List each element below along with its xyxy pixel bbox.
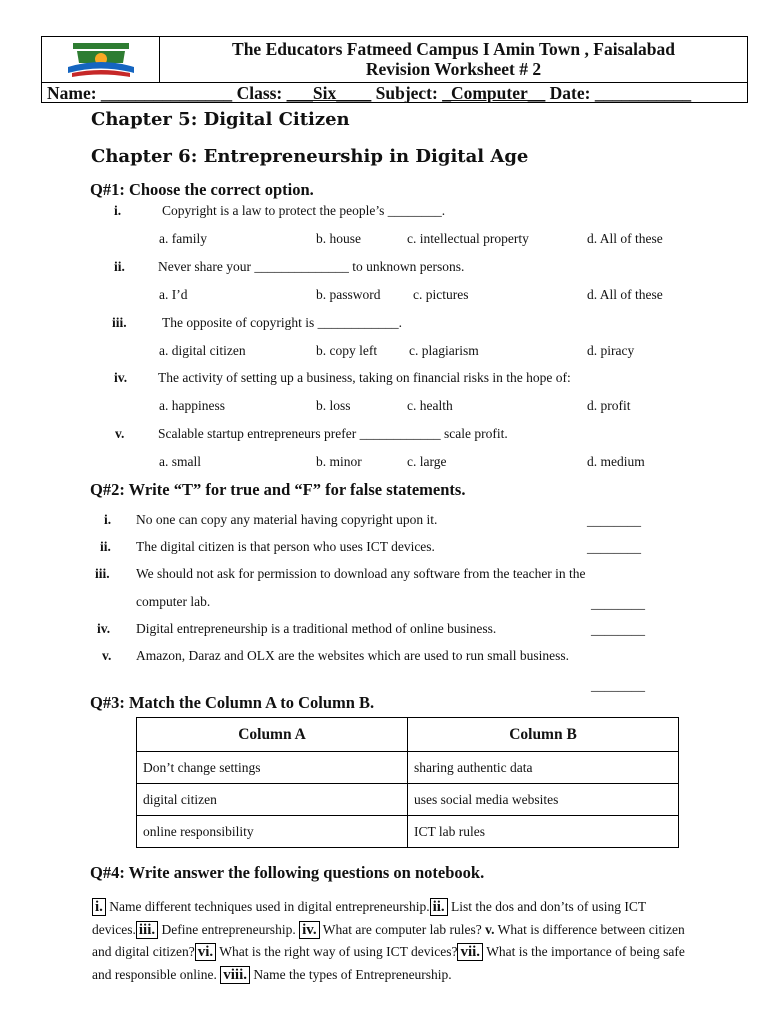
column-a-header: Column A (137, 718, 408, 752)
q1-question: The activity of setting up a business, taking on financial risks in the hope of: (158, 370, 571, 385)
answer-blank[interactable]: ________ (591, 678, 645, 693)
table-row (137, 816, 679, 848)
option-d[interactable]: d. medium (587, 454, 645, 469)
match-table (136, 717, 679, 848)
q1-num: ii. (114, 259, 125, 274)
q2-statement: Amazon, Daraz and OLX are the websites which are used to run small business. (136, 648, 569, 663)
q2-num: i. (104, 512, 112, 527)
name-field[interactable]: Name: _______________ (47, 83, 233, 103)
q1-question: Scalable startup entrepreneurs prefer ____________ scale profit. (158, 426, 508, 441)
q4-question: What is the right way of using ICT devices? (216, 944, 458, 959)
answer-blank[interactable]: ________ (591, 622, 645, 637)
q4-num-box: iv. (299, 921, 320, 939)
q3-heading: Q#3: Match the Column A to Column B. (90, 693, 375, 712)
option-c[interactable]: c. large (407, 454, 447, 469)
q4-num-box: vi. (195, 943, 216, 961)
column-b-cell: uses social media websites (408, 784, 679, 816)
table-row (137, 784, 679, 816)
q1-question: The opposite of copyright is ____________. (162, 315, 402, 330)
q2-num: v. (102, 648, 112, 663)
subject-label: Subject: (371, 83, 443, 103)
q4-num: v. (485, 921, 495, 937)
option-a[interactable]: a. digital citizen (159, 343, 246, 358)
q4-question: What is the importance of being safe and responsible online. (92, 944, 685, 982)
q1-question: Copyright is a law to protect the people’s ________. (162, 203, 446, 218)
q2-num: ii. (100, 539, 111, 554)
q4-question: Define entrepreneurship. (158, 921, 300, 937)
q4-question: Name different techniques used in digital entrepreneurship. (105, 899, 430, 914)
answer-blank[interactable]: ________ (591, 596, 645, 611)
chapter-5-title: Chapter 5: Digital Citizen (91, 109, 350, 130)
q4-question: What is difference between citizen and digital citizen? (92, 921, 685, 959)
q4-question: Name the types of Entrepreneurship. (250, 966, 452, 982)
option-b[interactable]: b. copy left (316, 343, 378, 358)
option-c[interactable]: c. intellectual property (407, 231, 529, 246)
q4-question: What are computer lab rules? (319, 921, 486, 937)
column-b-header: Column B (408, 718, 679, 752)
q2-statement: Digital entrepreneurship is a traditional method of online business. (136, 621, 497, 636)
option-c[interactable]: c. plagiarism (409, 343, 479, 358)
option-d[interactable]: d. All of these (587, 287, 663, 302)
chapter-6-title: Chapter 6: Entrepreneurship in Digital Age (91, 146, 529, 167)
answer-blank[interactable]: ________ (587, 540, 641, 555)
q4-heading: Q#4: Write answer the following questions on notebook. (90, 863, 485, 882)
option-a[interactable]: a. family (159, 231, 207, 246)
option-d[interactable]: d. piracy (587, 343, 635, 358)
q2-heading: Q#2: Write “T” for true and “F” for false statements. (90, 480, 466, 499)
worksheet-title: Revision Worksheet # 2 (365, 59, 542, 79)
date-field[interactable]: Date: ___________ (545, 83, 692, 103)
option-a[interactable]: a. small (159, 454, 201, 469)
option-a[interactable]: a. I’d (159, 287, 188, 302)
column-a-cell: online responsibility (137, 816, 408, 848)
option-b[interactable]: b. password (316, 287, 381, 302)
option-c[interactable]: c. health (407, 398, 453, 413)
q4-questions (92, 896, 702, 986)
student-info-row (42, 82, 747, 103)
option-c[interactable]: c. pictures (413, 287, 469, 302)
q2-num: iv. (97, 621, 111, 636)
q4-num-box: iii. (136, 921, 158, 939)
column-a-cell: digital citizen (137, 784, 408, 816)
q1-num: v. (115, 426, 125, 441)
column-b-cell: sharing authentic data (408, 752, 679, 784)
q4-num-box: i. (92, 898, 106, 916)
q4-num-box: viii. (220, 966, 250, 984)
subject-value: _Computer__ (442, 83, 546, 103)
worksheet-header (41, 36, 748, 103)
q4-num-box: vii. (457, 943, 483, 961)
q2-num: iii. (95, 566, 110, 581)
option-d[interactable]: d. profit (587, 398, 631, 413)
q1-num: i. (114, 203, 122, 218)
q1-num: iv. (114, 370, 128, 385)
class-value: ___Six____ (286, 83, 372, 103)
q4-question: List the dos and don’ts of using ICT devices. (92, 899, 646, 937)
q1-heading: Q#1: Choose the correct option. (90, 180, 314, 199)
option-a[interactable]: a. happiness (159, 398, 225, 413)
table-row (137, 752, 679, 784)
class-label: Class: (236, 83, 287, 103)
q2-statement: We should not ask for permission to download any software from the teacher in the (136, 566, 586, 581)
answer-blank[interactable]: ________ (587, 513, 641, 528)
table-header-row (137, 718, 679, 752)
title-cell (160, 37, 747, 84)
q1-question: Never share your ______________ to unknown persons. (158, 259, 465, 274)
column-b-cell: ICT lab rules (408, 816, 679, 848)
q4-num-box: ii. (430, 898, 448, 916)
q2-statement: The digital citizen is that person who uses ICT devices. (136, 539, 435, 554)
option-b[interactable]: b. house (316, 231, 361, 246)
school-logo-cell (42, 37, 160, 82)
q2-statement: No one can copy any material having copyright upon it. (136, 512, 438, 527)
option-b[interactable]: b. loss (316, 398, 351, 413)
option-d[interactable]: d. All of these (587, 231, 663, 246)
option-b[interactable]: b. minor (316, 454, 362, 469)
q1-num: iii. (112, 315, 127, 330)
q2-statement-cont: computer lab. (136, 594, 211, 609)
school-logo (42, 37, 160, 82)
school-name: The Educators Fatmeed Campus I Amin Town , Faisalabad (232, 39, 675, 59)
column-a-cell: Don’t change settings (137, 752, 408, 784)
